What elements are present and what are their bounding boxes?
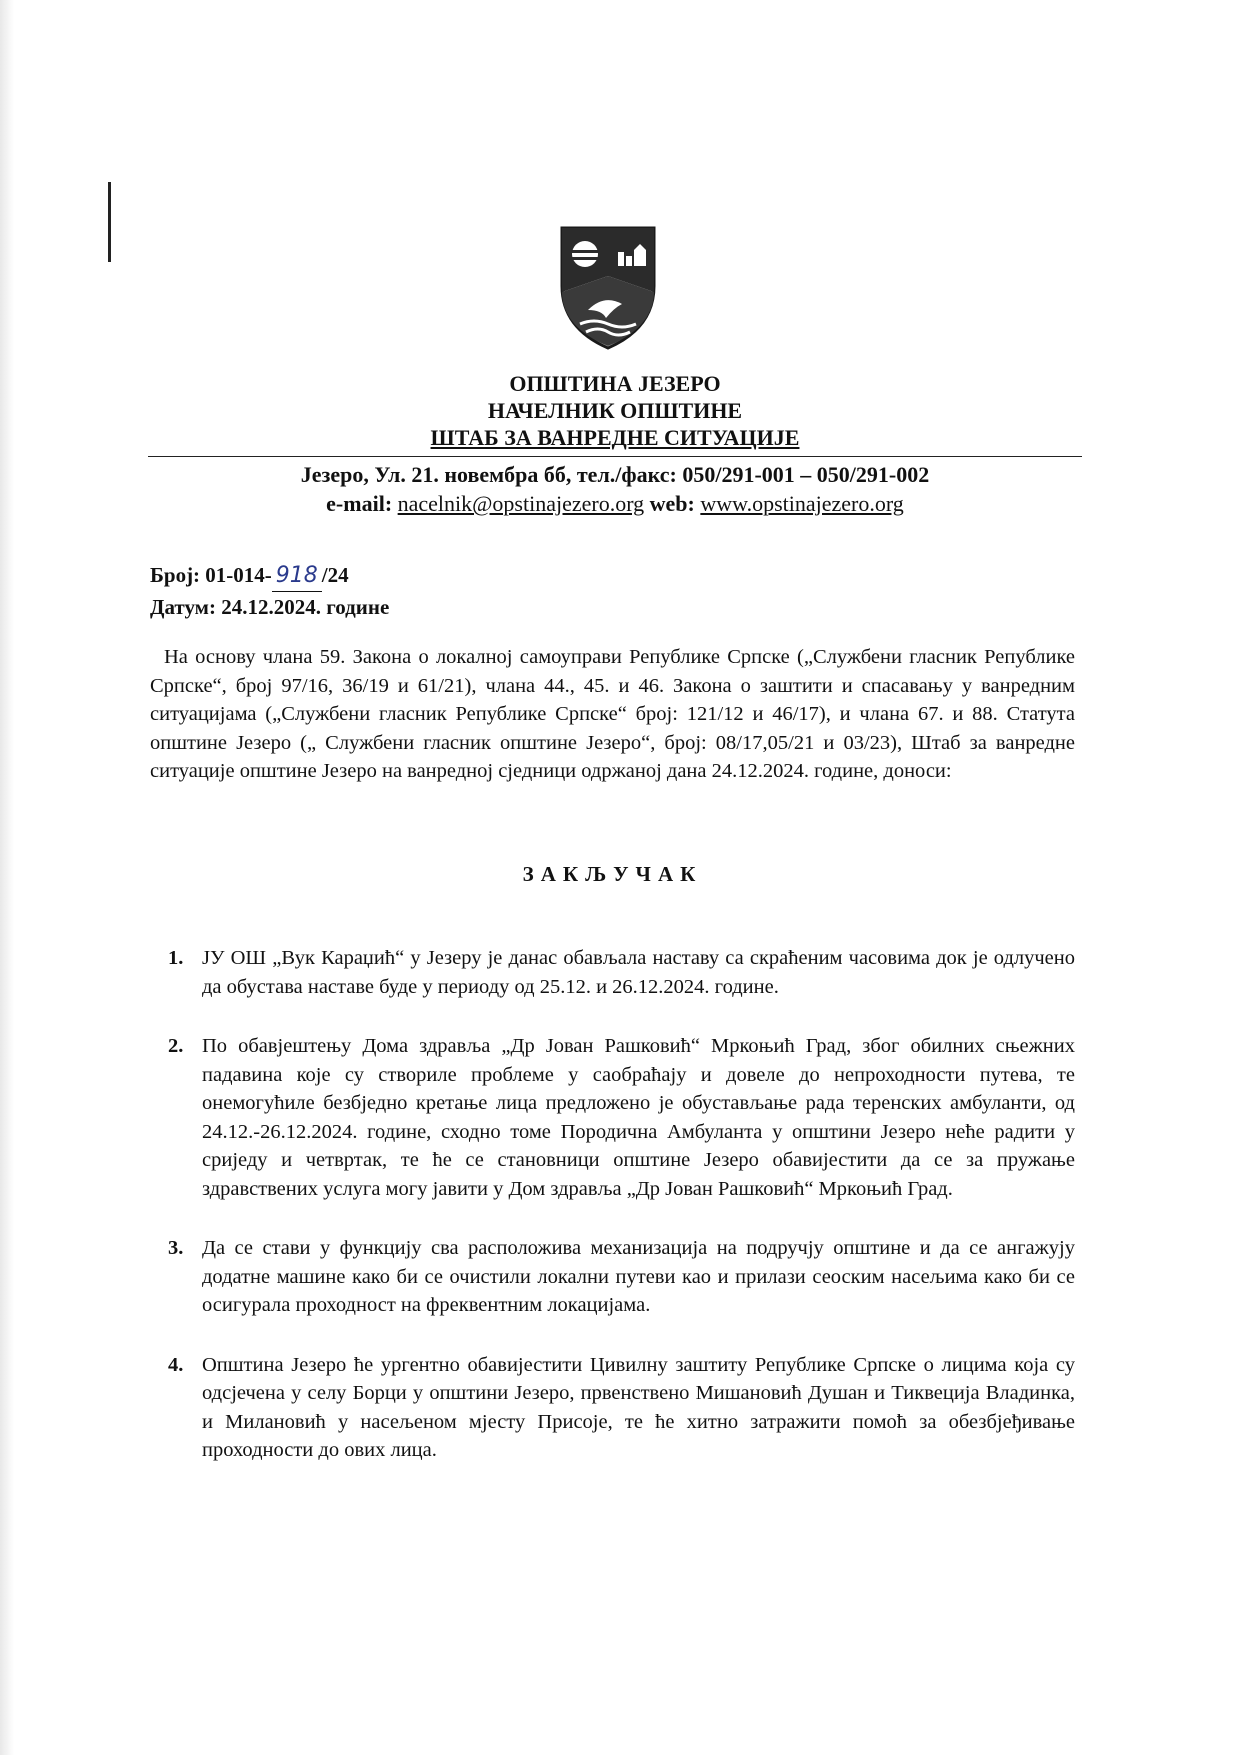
org-department: ШТАБ ЗА ВАНРЕДНЕ СИТУАЦИЈЕ <box>430 425 800 450</box>
letterhead-divider <box>148 456 1082 457</box>
scan-edge-shadow <box>0 0 14 1755</box>
handwritten-number: 918 <box>272 561 322 592</box>
list-item <box>150 1351 1075 1465</box>
letterhead <box>150 370 1080 451</box>
address-line: Језеро, Ул. 21. новембра бб, тел./факс: 050/291-001 – 050/291-002 <box>300 462 930 487</box>
item-text: По обавјештењу Дома здравља „Др Јован Рашковић“ Мркоњић Град, због обилних сњежних падавина које су створиле проблеме у саобраћају и довеле до непроходности путева, те онемогућиле безбједно кретање лица предложено је обустављање рада теренских амбуланти, од 24.12.-26.12.2024. године, сходно томе Породична Амбуланта у општини Језеро неће радити у сриједу и четвртак, те ће се становници општине Језеро обавијестити да се за пружање здравствених услуга могу јавити у Дом здравља „Др Јован Рашковић“ Мркоњић Град. <box>202 1035 1075 1200</box>
number-suffix: /24 <box>321 563 349 587</box>
contact-info <box>150 460 1080 518</box>
document-date: Датум: 24.12.2024. године <box>150 595 390 619</box>
municipality-coat-of-arms-icon <box>558 224 658 352</box>
conclusion-items <box>150 944 1075 1465</box>
web-link[interactable]: www.opstinajezero.org <box>700 491 904 516</box>
margin-pen-mark <box>108 182 111 262</box>
legal-preamble: На основу члана 59. Закона о локалној самоуправи Републике Српске („Службени гласник Републике Српске“, број 97/16, 36/19 и 61/21), члана 44., 45. и 46. Закона о заштити и спасавању у ванредним ситуацијама („Службени гласник Републике Српске“ број: 121/12 и 46/17), и члана 67. и 88. Статута општине Језеро („ Службени гласник општине Језеро“, број: 08/17,05/21 и 03/23), Штаб за ванредне ситуације општине Језеро на ванредној сједници одржаној дана 24.12.2024. године, доноси: <box>150 646 1075 782</box>
email-label: e-mail: <box>326 491 393 516</box>
document-meta <box>150 560 389 622</box>
item-number: 2. <box>168 1035 184 1057</box>
item-number: 3. <box>168 1237 184 1259</box>
number-prefix: Број: 01-014- <box>150 563 272 587</box>
org-office: НАЧЕЛНИК ОПШТИНЕ <box>487 398 743 423</box>
item-text: Да се стави у функцију сва расположива механизација на подручју општине и да се ангажују додатне машине како би се очистили локални путеви као и прилази сеоским насељима како би се осигурала проходност на фреквентним локацијама. <box>202 1237 1075 1316</box>
item-text: Општина Језеро ће ургентно обавијестити Цивилну заштиту Републике Српске о лицима која су одсјечена у селу Борци у општини Језеро, првенствено Мишановић Душан и Тиквеција Владинка, и Милановић у насељеном мјесту Присоје, те ће хитно затражити помоћ за обезбјеђивање проходности до ових лица. <box>202 1353 1075 1461</box>
online-contact-line <box>150 489 1080 518</box>
org-name: ОПШТИНА ЈЕЗЕРО <box>509 371 721 396</box>
list-item <box>150 944 1075 1001</box>
list-item <box>150 1234 1075 1320</box>
email-link[interactable]: nacelnik@opstinajezero.org <box>397 491 645 516</box>
item-number: 1. <box>168 947 184 969</box>
web-label: web: <box>649 491 695 516</box>
document-number <box>150 560 389 592</box>
list-item <box>150 1032 1075 1203</box>
item-text: ЈУ ОШ „Вук Караџић“ у Језеру је данас обављала наставу са скраћеним часовима док је одлучено да обустава наставе буде у периоду од 25.12. и 26.12.2024. године. <box>202 947 1075 998</box>
item-number: 4. <box>168 1353 184 1376</box>
document-title: ЗАКЉУЧАК <box>522 862 703 886</box>
